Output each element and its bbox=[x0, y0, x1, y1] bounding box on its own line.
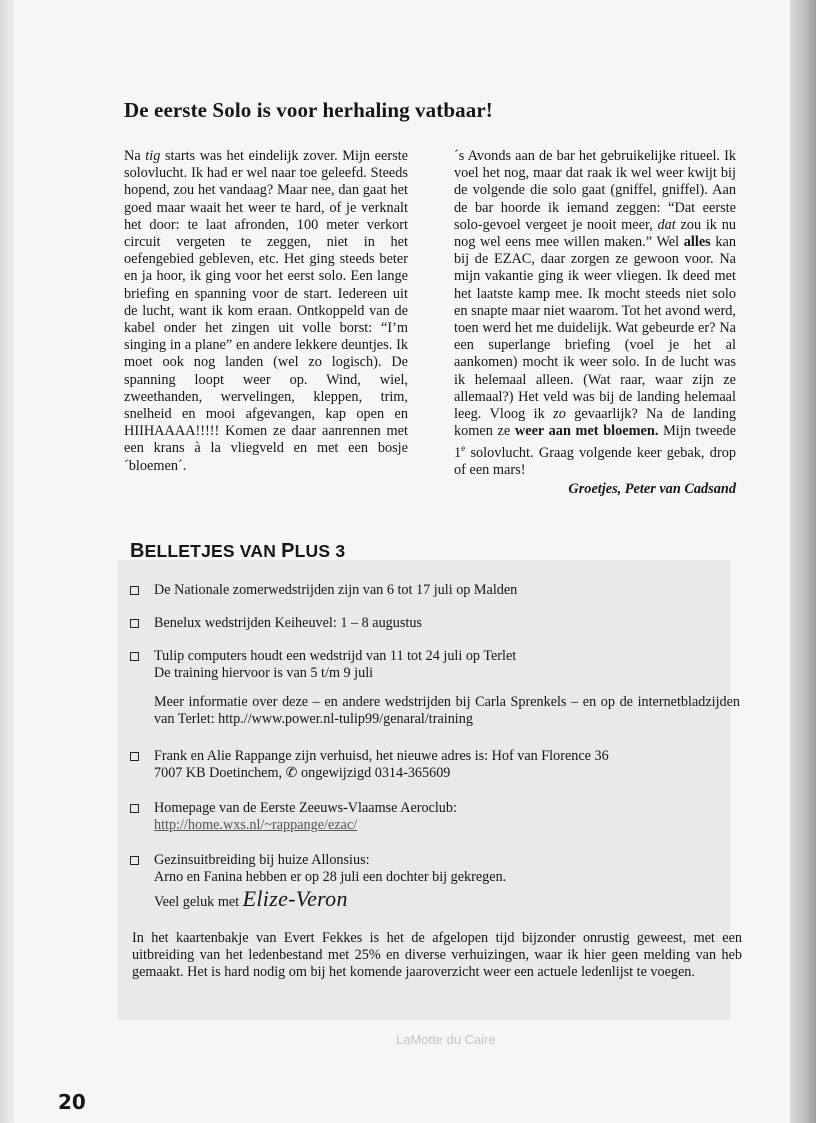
bullet-line: Tulip computers houdt een wedstrijd van 11 tot 24 juli op Terlet bbox=[154, 648, 517, 664]
bullet-line: Arno en Fanina hebben er op 28 juli een dochter bij gekregen. bbox=[154, 869, 507, 885]
checkbox-bullet-icon bbox=[130, 856, 139, 865]
bullet-line: Benelux wedstrijden Keiheuvel: 1 – 8 augustus bbox=[154, 615, 422, 631]
article-column-right: ´s Avonds aan de bar het gebruikelijke ritueel. Ik voel het nog, maar dat raak ik wel weer kwijt bij de volgende die solo gaat (gniffel, gniffel). Aan de bar hoorde ik iemand zeggen: “Dat eerste solo-gevoel vergeet je nooit meer, dat zou ik nu nog wel eens mee willen maken.” Wel alles kan bij de EZAC, daar zorgen ze gewoon voor. Na mijn vakantie ging ik weer vliegen. Ik deed met het laatste kamp mee. Ik mocht steeds niet solo en snapte maar niet waarom. Tot het avond werd, toen werd het me duidelijk. Wat gebeurde er? Na een superlange briefing (voel je het al aankomen) mocht ik weer solo. In de lucht was ik helemaal alleen. (Wat raar, waar zijn ze allemaal?) Het veld was bij de landing helemaal leeg. Vloog ik zo gevaarlijk? Na de landing komen ze weer aan met bloemen. Mijn tweede 1e solovlucht. Graag volgende keer gebak, drop of een mars! Groetjes, Peter van Cadsand bbox=[454, 148, 737, 497]
checkbox-bullet-icon bbox=[130, 804, 139, 813]
show-through-text: LaMotte du Caire bbox=[396, 1032, 496, 1047]
felicitation-line: Veel geluk met Elize-Veron bbox=[154, 886, 348, 911]
page-stack-edge-left bbox=[0, 0, 14, 1123]
cartoon-pilot-plane-icon bbox=[550, 770, 740, 910]
bullet-line: Gezinsuitbreiding bij huize Allonsius: bbox=[154, 852, 370, 868]
page-number: 20 bbox=[58, 1090, 86, 1114]
bullet-line: De training hiervoor is van 5 t/m 9 juli bbox=[154, 665, 374, 681]
article-signature: Groetjes, Peter van Cadsand bbox=[568, 480, 736, 497]
checkbox-bullet-icon bbox=[130, 586, 139, 595]
belletjes-heading: BELLETJES VAN PLUS 3 bbox=[130, 540, 346, 562]
checkbox-bullet-icon bbox=[130, 619, 139, 628]
bullet-line: De Nationale zomerwedstrijden zijn van 6 tot 17 juli op Malden bbox=[154, 582, 518, 598]
closing-paragraph: In het kaartenbakje van Evert Fekkes is het de afgelopen tijd bijzonder onrustig geweest, met een uitbreiding van het ledenbestand met 25% en diverse verhuizingen, waar ik hier geen melding van heb gemaakt. Het is hard nodig om bij het komende jaaroverzicht weer een actuele ledenlijst te voegen. bbox=[132, 930, 742, 980]
info-paragraph: Meer informatie over deze – en andere wedstrijden bij Carla Sprenkels – en op de internetbladzijden van Terlet: http.//www.power.nl-tulip99/genaral/training bbox=[154, 694, 740, 727]
article-title: De eerste Solo is voor herhaling vatbaar! bbox=[124, 98, 493, 122]
bullet-line: Frank en Alie Rappange zijn verhuisd, het nieuwe adres is: Hof van Florence 36 bbox=[154, 748, 609, 764]
article-column-left: Na tig starts was het eindelijk zover. Mijn eerste solovlucht. Ik had er wel naar toe geleefd. Steeds hopend, zou het vandaag? Maar nee, dan gaat het goed maar waait het weer te hard, of je verknalt het door: te laat afronden, 100 meter verkort circuit vergeten te zeggen, niet in het oefengebied gebleven, etc. Het ging steeds beter en ja hoor, ik ging voor het eerst solo. Een lange briefing en spanning voor de start. Iedereen uit de lucht, want ik kom eraan. Ontkoppeld van de kabel onder het zingen uit volle borst: “I’m singing in a plane” en andere lekkere deuntjes. Ik moet ook nog landen (wel zo logisch). De spanning loopt weer op. Wind, wiel, zweethanden, wervelingen, kleppen, trim, snelheid en mooi afgevangen, kap open en HIIHAAAA!!!!! Komen ze daar aanrennen met een krans à la vliegveld en met een bosje ´bloemen´. bbox=[124, 148, 408, 474]
homepage-link[interactable]: http://home.wxs.nl/~rappange/ezac/ bbox=[154, 817, 358, 833]
bullet-line: Homepage van de Eerste Zeeuws-Vlaamse Aeroclub: bbox=[154, 800, 457, 816]
checkbox-bullet-icon bbox=[130, 652, 139, 661]
page-binding-edge bbox=[790, 0, 816, 1123]
bullet-line: 7007 KB Doetinchem, ✆ ongewijzigd 0314-365609 bbox=[154, 765, 451, 781]
baby-name: Elize-Veron bbox=[242, 886, 348, 911]
checkbox-bullet-icon bbox=[130, 752, 139, 761]
